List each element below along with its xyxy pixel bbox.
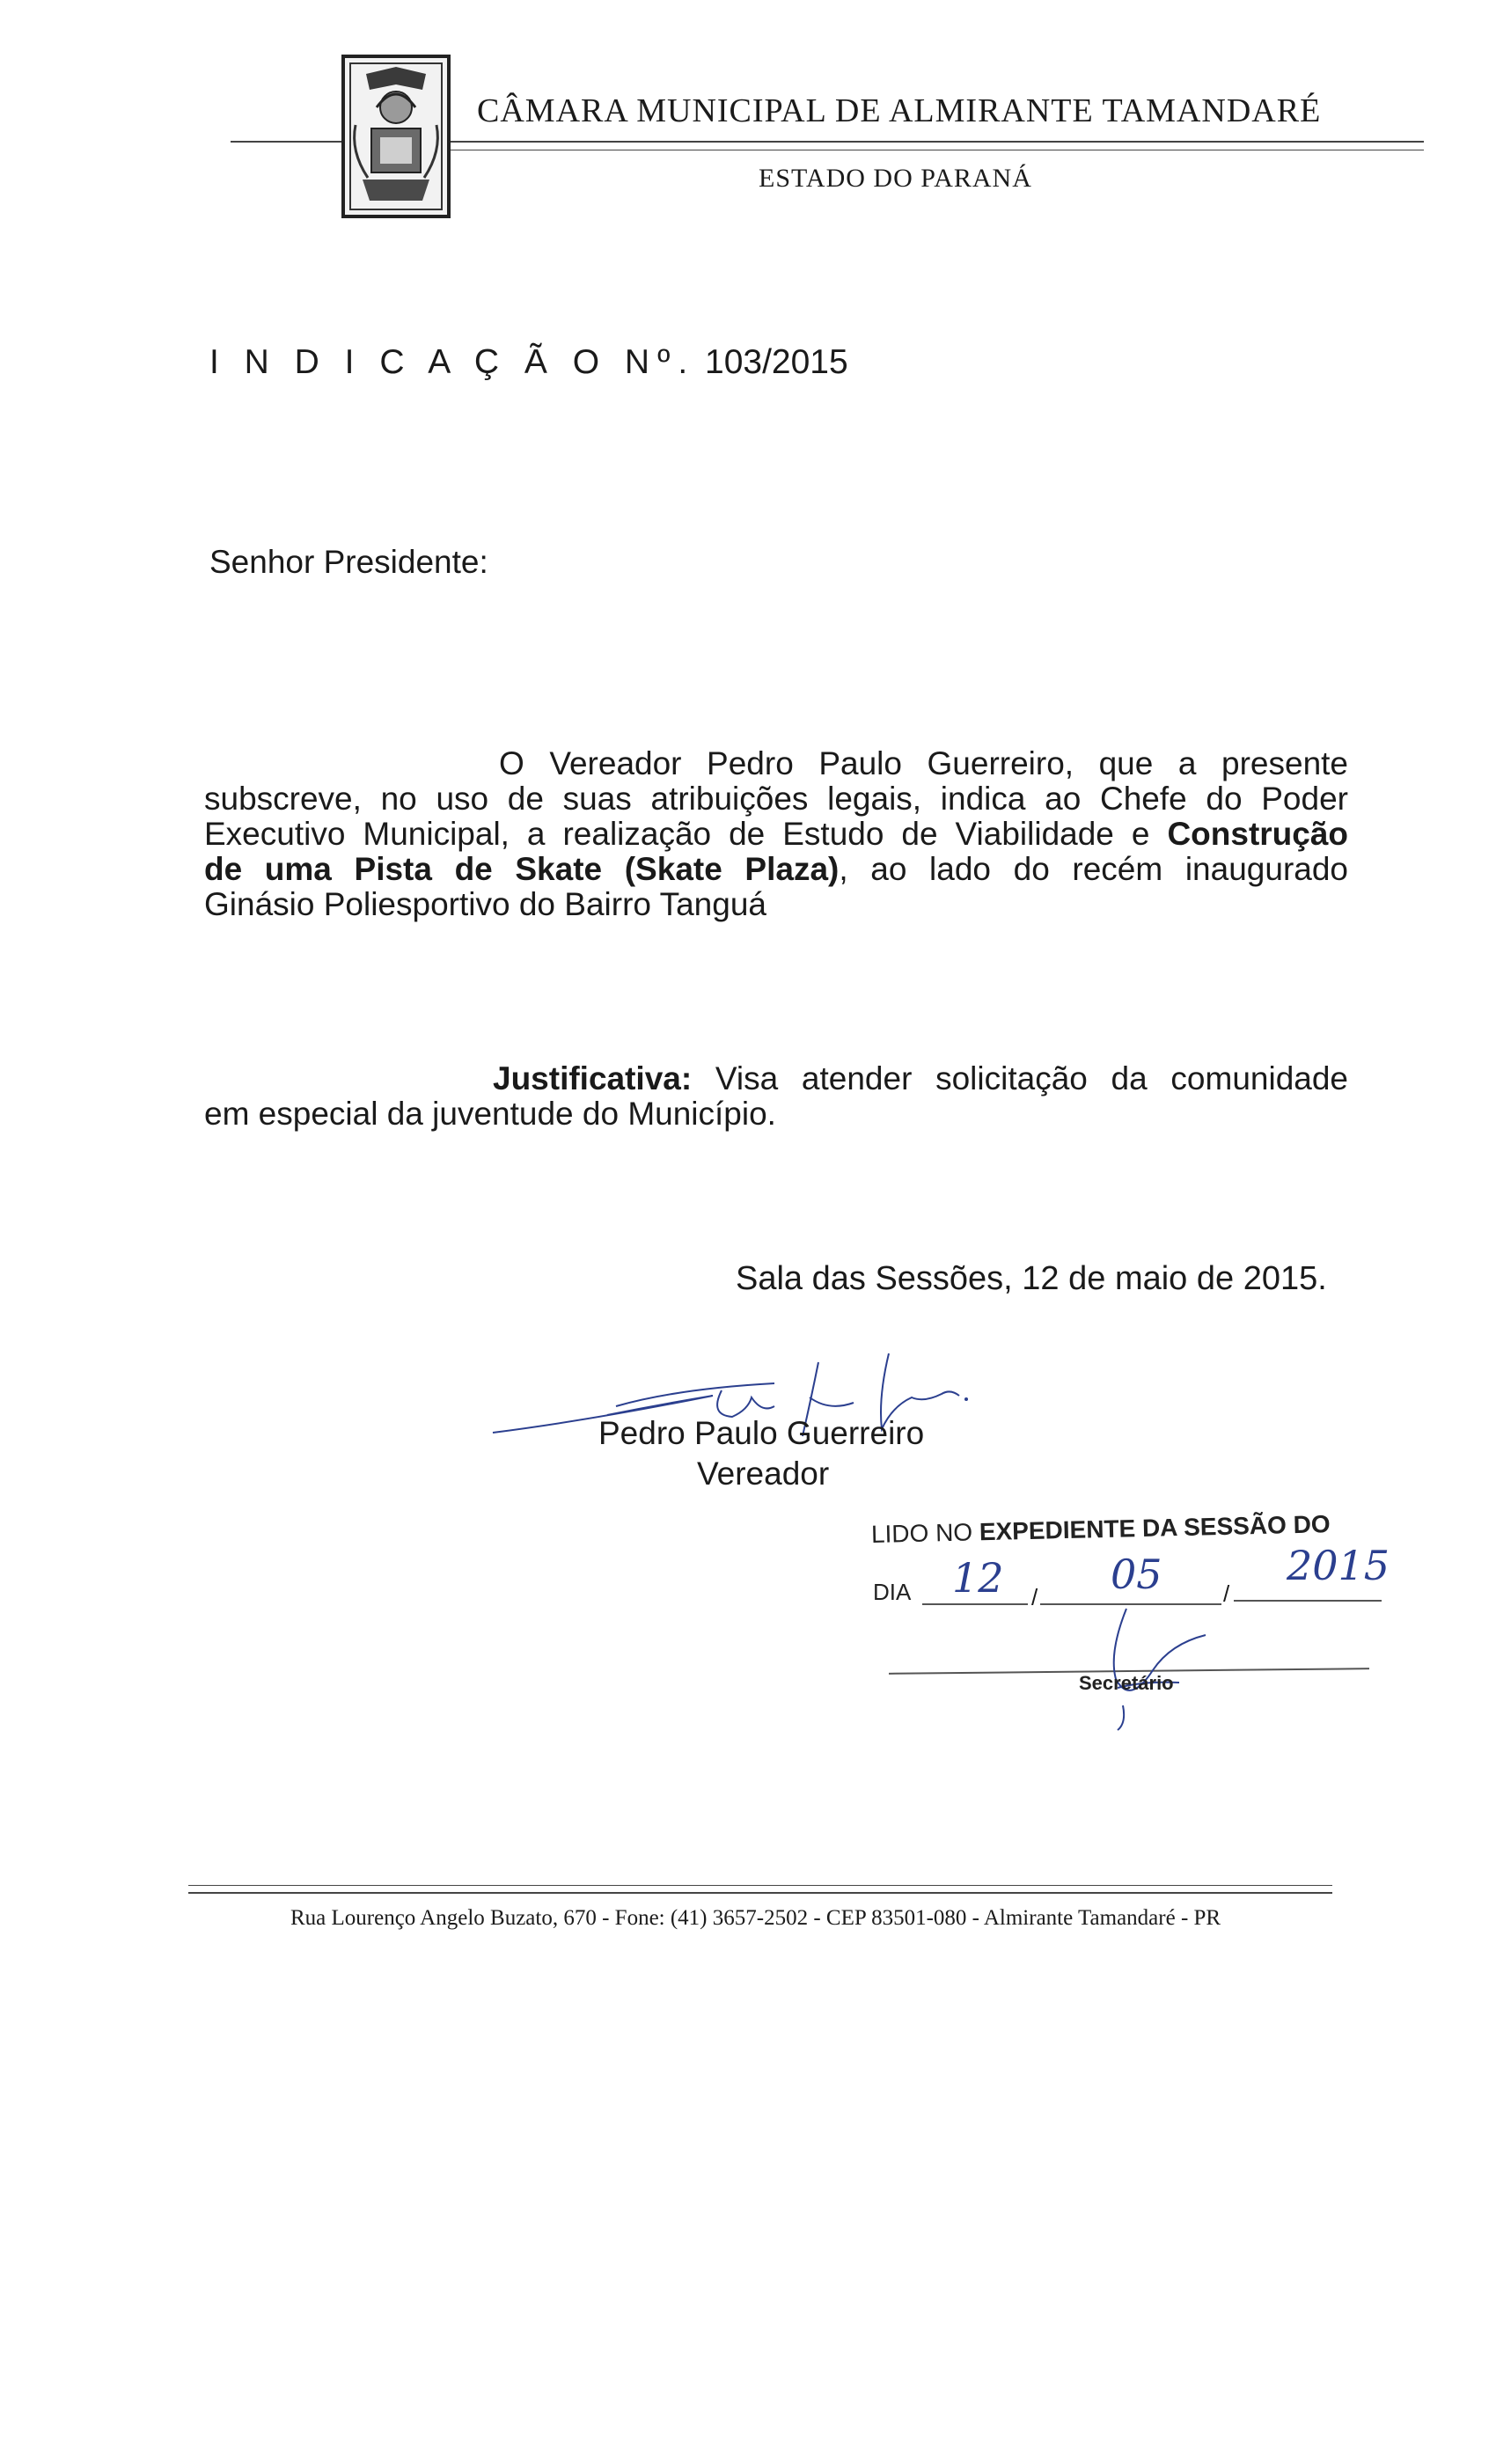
signer-role: Vereador	[697, 1456, 830, 1492]
footer-rule-top	[188, 1885, 1332, 1886]
stamp-read-text: EXPEDIENTE DA SESSÃO DO	[979, 1510, 1331, 1546]
salutation: Senhor Presidente:	[209, 544, 488, 580]
footer-rule-bottom	[188, 1892, 1332, 1894]
body-bold-run: de uma Pista de Skate (Skate Plaza)	[204, 851, 840, 887]
stamp-day: 12	[952, 1554, 1004, 1602]
stamp-year: 2015	[1287, 1542, 1390, 1589]
footer-address: Rua Lourenço Angelo Buzato, 670 - Fone: (41) 3657-2502 - CEP 83501-080 - Almirante Tamandaré - PR	[290, 1906, 1221, 1930]
state-name: ESTADO DO PARANÁ	[759, 164, 1032, 193]
body-bold-run: Construção	[1167, 816, 1349, 852]
stamp-separator: /	[1031, 1584, 1038, 1610]
stamp-month: 05	[1111, 1551, 1162, 1598]
stamp-year-rule	[1234, 1600, 1382, 1602]
secretary-label: Secretário	[1079, 1672, 1174, 1694]
body-text-run: Executivo Municipal, a realização de Estudo de Viabilidade e	[204, 816, 1150, 852]
institution-name: CÂMARA MUNICIPAL DE ALMIRANTE TAMANDARÉ	[477, 92, 1322, 129]
document-number-value: 103/2015	[705, 343, 848, 381]
body-paragraph	[204, 746, 1348, 922]
place-date: Sala das Sessões, 12 de maio de 2015.	[736, 1260, 1327, 1297]
header-rule-right	[451, 141, 1424, 143]
coat-of-arms-logo	[341, 55, 451, 218]
stamp-read-prefix: LIDO NO	[870, 1518, 973, 1548]
body-line: subscreve, no uso de suas atribuições legais, indica ao Chefe do Poder	[204, 781, 1348, 817]
justification-text: Visa atender solicitação da comunidade	[692, 1060, 1348, 1096]
body-line: Ginásio Poliesportivo do Bairro Tanguá	[204, 886, 766, 922]
stamp-day-rule	[922, 1603, 1028, 1605]
secretary-signature	[1091, 1600, 1214, 1732]
stamp-read-label	[871, 1510, 1331, 1549]
stamp-separator: /	[1223, 1580, 1230, 1607]
justification-line: em especial da juventude do Município.	[204, 1096, 776, 1132]
justification-paragraph	[204, 1061, 1348, 1132]
signer-name: Pedro Paulo Guerreiro	[598, 1415, 925, 1451]
document-number	[209, 343, 848, 382]
body-line	[204, 817, 1348, 852]
stamp-day-label: DIA	[873, 1579, 912, 1605]
justification-line	[204, 1061, 1348, 1096]
body-text-run: , ao lado do recém inaugurado	[839, 851, 1348, 887]
header-rule-left	[231, 141, 341, 143]
body-line	[204, 852, 1348, 887]
document-number-label: I N D I C A Ç Ã O Nº.	[209, 343, 696, 381]
body-line: O Vereador Pedro Paulo Guerreiro, que a presente	[499, 745, 1348, 781]
justification-label: Justificativa:	[493, 1060, 693, 1096]
